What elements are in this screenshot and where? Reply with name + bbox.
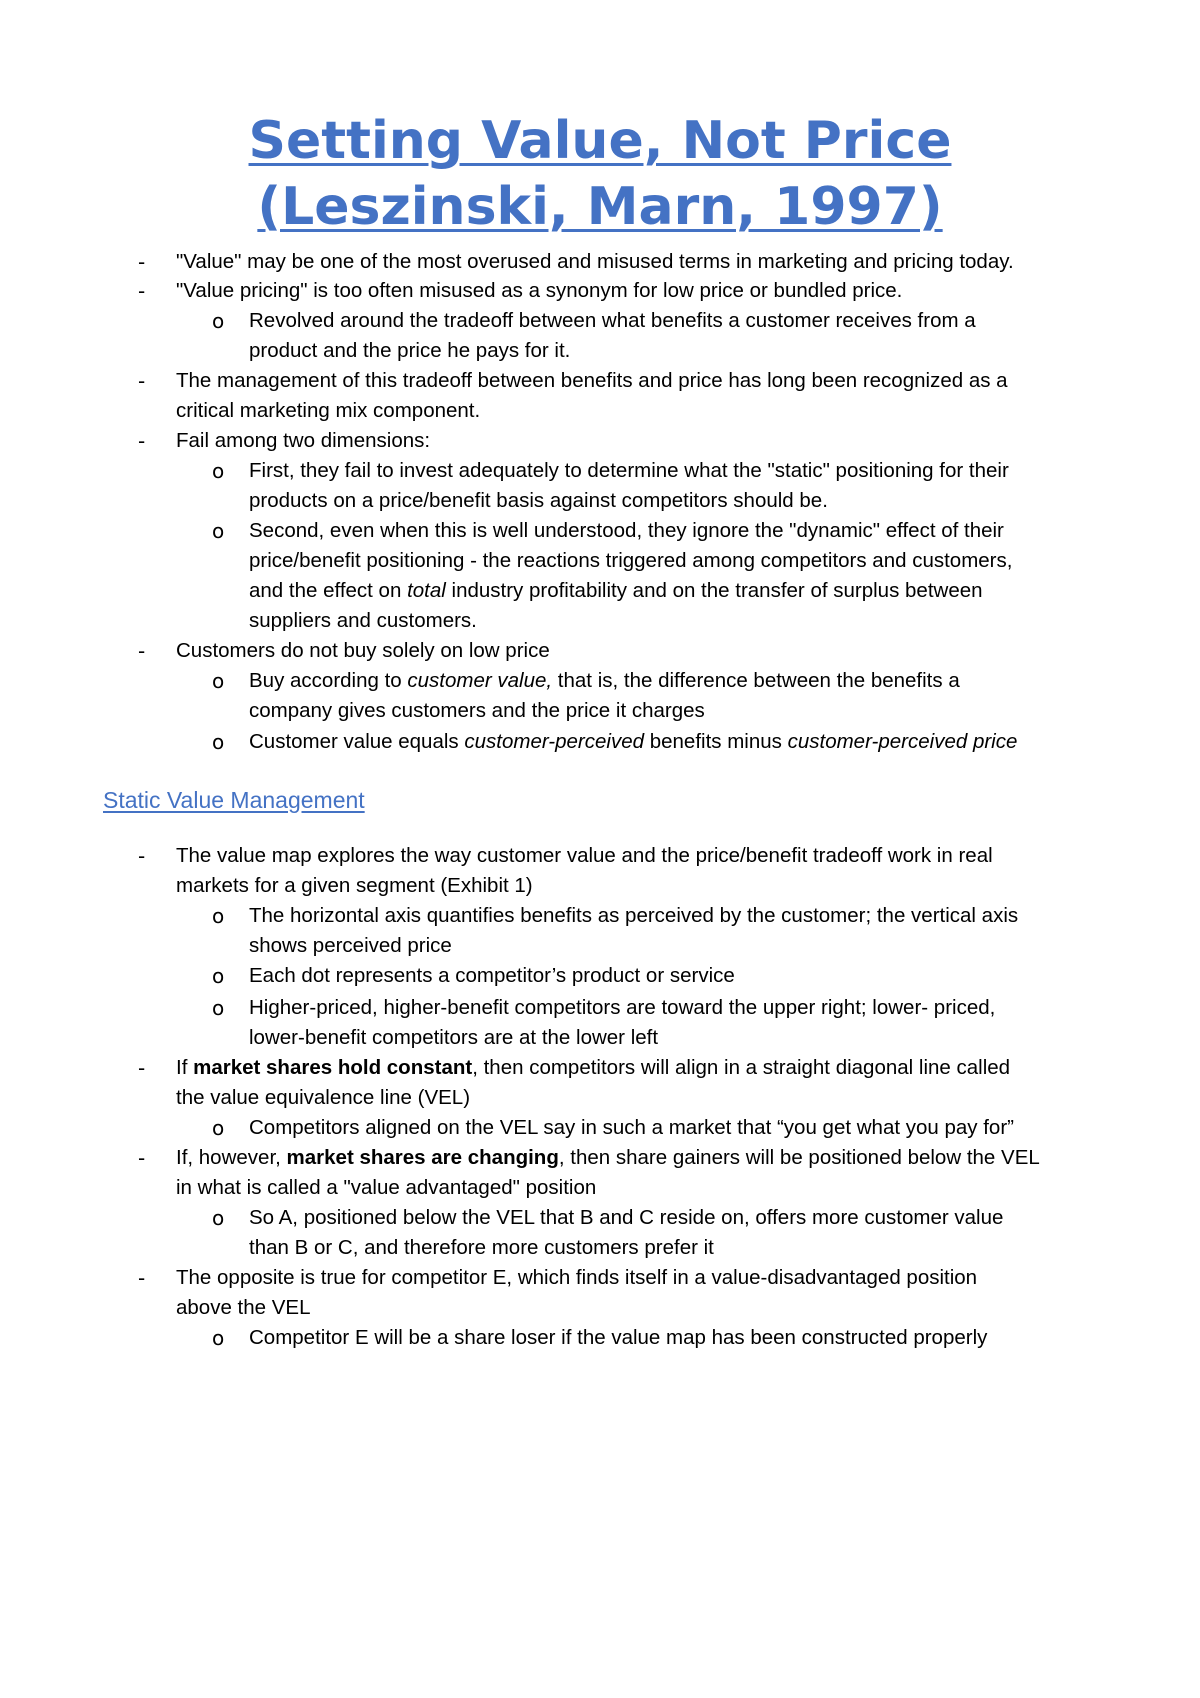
circle-bullet: o [212, 964, 225, 988]
circle-bullet: o [212, 1116, 225, 1140]
text-run: If [176, 1056, 194, 1079]
sub-list-item: Competitor E will be a share loser if the value map has been constructed properly [249, 1326, 988, 1349]
text-run: industry profitability and on the transfer of surplus between [445, 579, 983, 602]
text-run: and the effect on [249, 579, 408, 602]
list-item: The value map explores the way customer value and the price/benefit tradeoff work in real [176, 844, 993, 867]
dash-bullet: - [138, 639, 146, 663]
dash-bullet: - [138, 1266, 146, 1290]
italic-text-run: customer-perceived price [787, 730, 1018, 753]
list-item: Fail among two dimensions: [176, 429, 431, 452]
sub-list-item-cont: price/benefit positioning - the reactions triggered among competitors and customers, [249, 549, 1013, 572]
circle-bullet: o [212, 904, 225, 928]
dash-bullet: - [138, 1146, 146, 1170]
title-line-1: Setting Value, Not Price [248, 111, 952, 171]
dash-bullet: - [138, 369, 146, 393]
list-item: Customers do not buy solely on low price [176, 639, 550, 662]
circle-bullet: o [212, 669, 225, 693]
dash-bullet: - [138, 279, 146, 303]
list-item: The opposite is true for competitor E, which finds itself in a value-disadvantaged position [176, 1266, 978, 1289]
list-item-cont: the value equivalence line (VEL) [176, 1086, 471, 1109]
list-item: The management of this tradeoff between benefits and price has long been recognized as a [176, 369, 1008, 392]
list-item-cont: in what is called a "value advantaged" position [176, 1176, 597, 1199]
sub-list-item: So A, positioned below the VEL that B and C reside on, offers more customer value [249, 1206, 1004, 1229]
circle-bullet: o [212, 730, 225, 754]
list-item-cont: critical marketing mix component. [176, 399, 481, 422]
circle-bullet: o [212, 519, 225, 543]
circle-bullet: o [212, 459, 225, 483]
dash-bullet: - [138, 429, 146, 453]
sub-list-item-cont: shows perceived price [249, 934, 452, 957]
list-item [176, 1145, 1040, 1171]
sub-list-item: First, they fail to invest adequately to determine what the "static" positioning for their [249, 459, 1009, 482]
dash-bullet: - [138, 844, 146, 868]
italic-text-run: customer-perceived [464, 730, 645, 753]
sub-list-item-cont: lower-benefit competitors are at the lower left [249, 1026, 659, 1049]
dash-bullet: - [138, 1056, 146, 1080]
sub-list-item: Each dot represents a competitor’s product or service [249, 964, 735, 987]
text-run: , then share gainers will be positioned below the VEL [558, 1146, 1040, 1169]
sub-list-item-cont: product and the price he pays for it. [249, 339, 571, 362]
italic-text-run: customer value, [407, 669, 553, 692]
bold-text-run: market shares are changing [286, 1146, 559, 1169]
text-run: Customer value equals [249, 730, 465, 753]
list-item: "Value" may be one of the most overused and misused terms in marketing and pricing today. [176, 250, 1014, 273]
list-item: "Value pricing" is too often misused as a synonym for low price or bundled price. [176, 279, 903, 302]
sub-list-item [249, 668, 960, 694]
sub-list-item [249, 729, 1017, 755]
italic-text-run: total [407, 579, 446, 602]
dash-bullet: - [138, 250, 146, 274]
sub-list-item: Revolved around the tradeoff between what benefits a customer receives from a [249, 309, 976, 332]
title-line-2: (Leszinski, Marn, 1997) [257, 177, 943, 237]
circle-bullet: o [212, 1326, 225, 1350]
sub-list-item-cont: company gives customers and the price it charges [249, 699, 705, 722]
sub-list-item: Higher-priced, higher-benefit competitors are toward the upper right; lower- priced, [249, 996, 996, 1019]
list-item [176, 1055, 1010, 1081]
text-run: benefits minus [644, 730, 788, 753]
circle-bullet: o [212, 1206, 225, 1230]
list-item-cont: markets for a given segment (Exhibit 1) [176, 874, 533, 897]
text-run: Buy according to [249, 669, 408, 692]
sub-list-item: Second, even when this is well understood, they ignore the "dynamic" effect of their [249, 519, 1004, 542]
list-item-cont: above the VEL [176, 1296, 311, 1319]
circle-bullet: o [212, 996, 225, 1020]
bold-text-run: market shares hold constant [193, 1056, 473, 1079]
sub-list-item: The horizontal axis quantifies benefits as perceived by the customer; the vertical axis [249, 904, 1019, 927]
section-heading: Static Value Management [103, 787, 365, 813]
sub-list-item-cont: products on a price/benefit basis against competitors should be. [249, 489, 828, 512]
text-run: , then competitors will align in a straight diagonal line called [472, 1056, 1011, 1079]
sub-list-item: Competitors aligned on the VEL say in such a market that “you get what you pay for” [249, 1116, 1014, 1139]
page-title [0, 108, 1200, 240]
sub-list-item-cont [249, 578, 983, 604]
circle-bullet: o [212, 309, 225, 333]
sub-list-item-cont: than B or C, and therefore more customers prefer it [249, 1236, 714, 1259]
text-run: If, however, [176, 1146, 287, 1169]
text-run: that is, the difference between the benefits a [552, 669, 960, 692]
sub-list-item-cont: suppliers and customers. [249, 609, 477, 632]
